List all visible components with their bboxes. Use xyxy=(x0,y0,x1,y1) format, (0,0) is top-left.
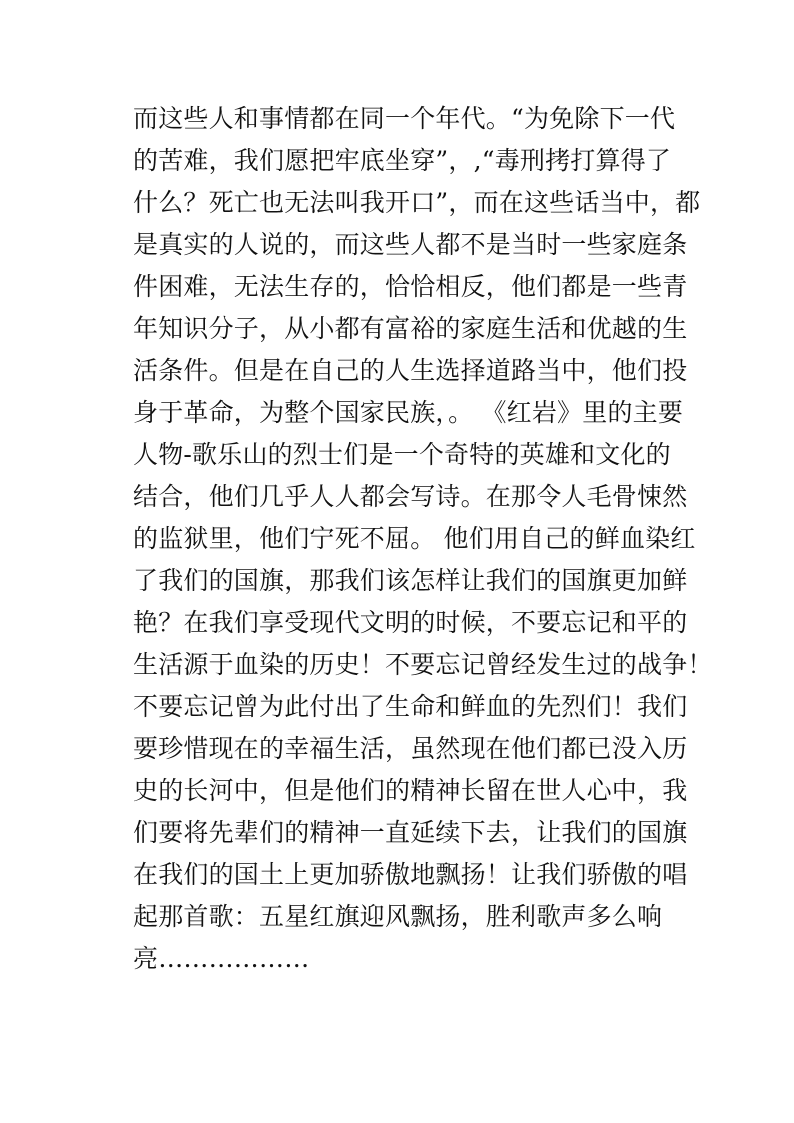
text-line: 活条件。但是在自己的人生选择道路当中，他们投 xyxy=(133,356,688,385)
text-line: 的监狱里，他们宁死不屈。 他们用自己的鲜血染红 xyxy=(133,524,696,553)
text-line: 要珍惜现在的幸福生活，虽然现在他们都已没入历 xyxy=(133,734,688,763)
text-line: 身于革命，为整个国家民族，。 《红岩》里的主要 xyxy=(133,398,684,427)
text-line: 了我们的国旗，那我们该怎样让我们的国旗更加鲜 xyxy=(133,566,688,595)
text-line: 件困难，无法生存的，恰恰相反，他们都是一些青 xyxy=(133,272,688,301)
text-line: 们要将先辈们的精神一直延续下去，让我们的国旗 xyxy=(133,818,688,847)
text-line: 是真实的人说的，而这些人都不是当时一些家庭条 xyxy=(133,230,688,259)
text-line: 人物-歌乐山的烈士们是一个奇特的英雄和文化的 xyxy=(133,440,671,469)
text-line: 而这些人和事情都在同一个年代。“为免除下一代 xyxy=(133,104,676,133)
text-line: 结合，他们几乎人人都会写诗。在那令人毛骨悚然 xyxy=(133,482,688,511)
text-line: 不要忘记曾为此付出了生命和鲜血的先烈们！我们 xyxy=(133,692,688,721)
body-text xyxy=(133,98,713,980)
text-line: 亮……………… xyxy=(133,944,310,973)
text-line: 在我们的国土上更加骄傲地飘扬！让我们骄傲的唱 xyxy=(133,860,688,889)
text-line: 史的长河中，但是他们的精神长留在世人心中，我 xyxy=(133,776,688,805)
text-line: 的苦难，我们愿把牢底坐穿”，,“毒刑拷打算得了 xyxy=(133,146,672,175)
text-line: 什么？死亡也无法叫我开口”，而在这些话当中，都 xyxy=(133,188,701,217)
text-line: 艳？在我们享受现代文明的时候，不要忘记和平的 xyxy=(133,608,688,637)
text-line: 起那首歌：五星红旗迎风飘扬，胜利歌声多么响 xyxy=(133,902,663,931)
text-line: 生活源于血染的历史！不要忘记曾经发生过的战争！ xyxy=(133,650,713,679)
text-line: 年知识分子，从小都有富裕的家庭生活和优越的生 xyxy=(133,314,688,343)
